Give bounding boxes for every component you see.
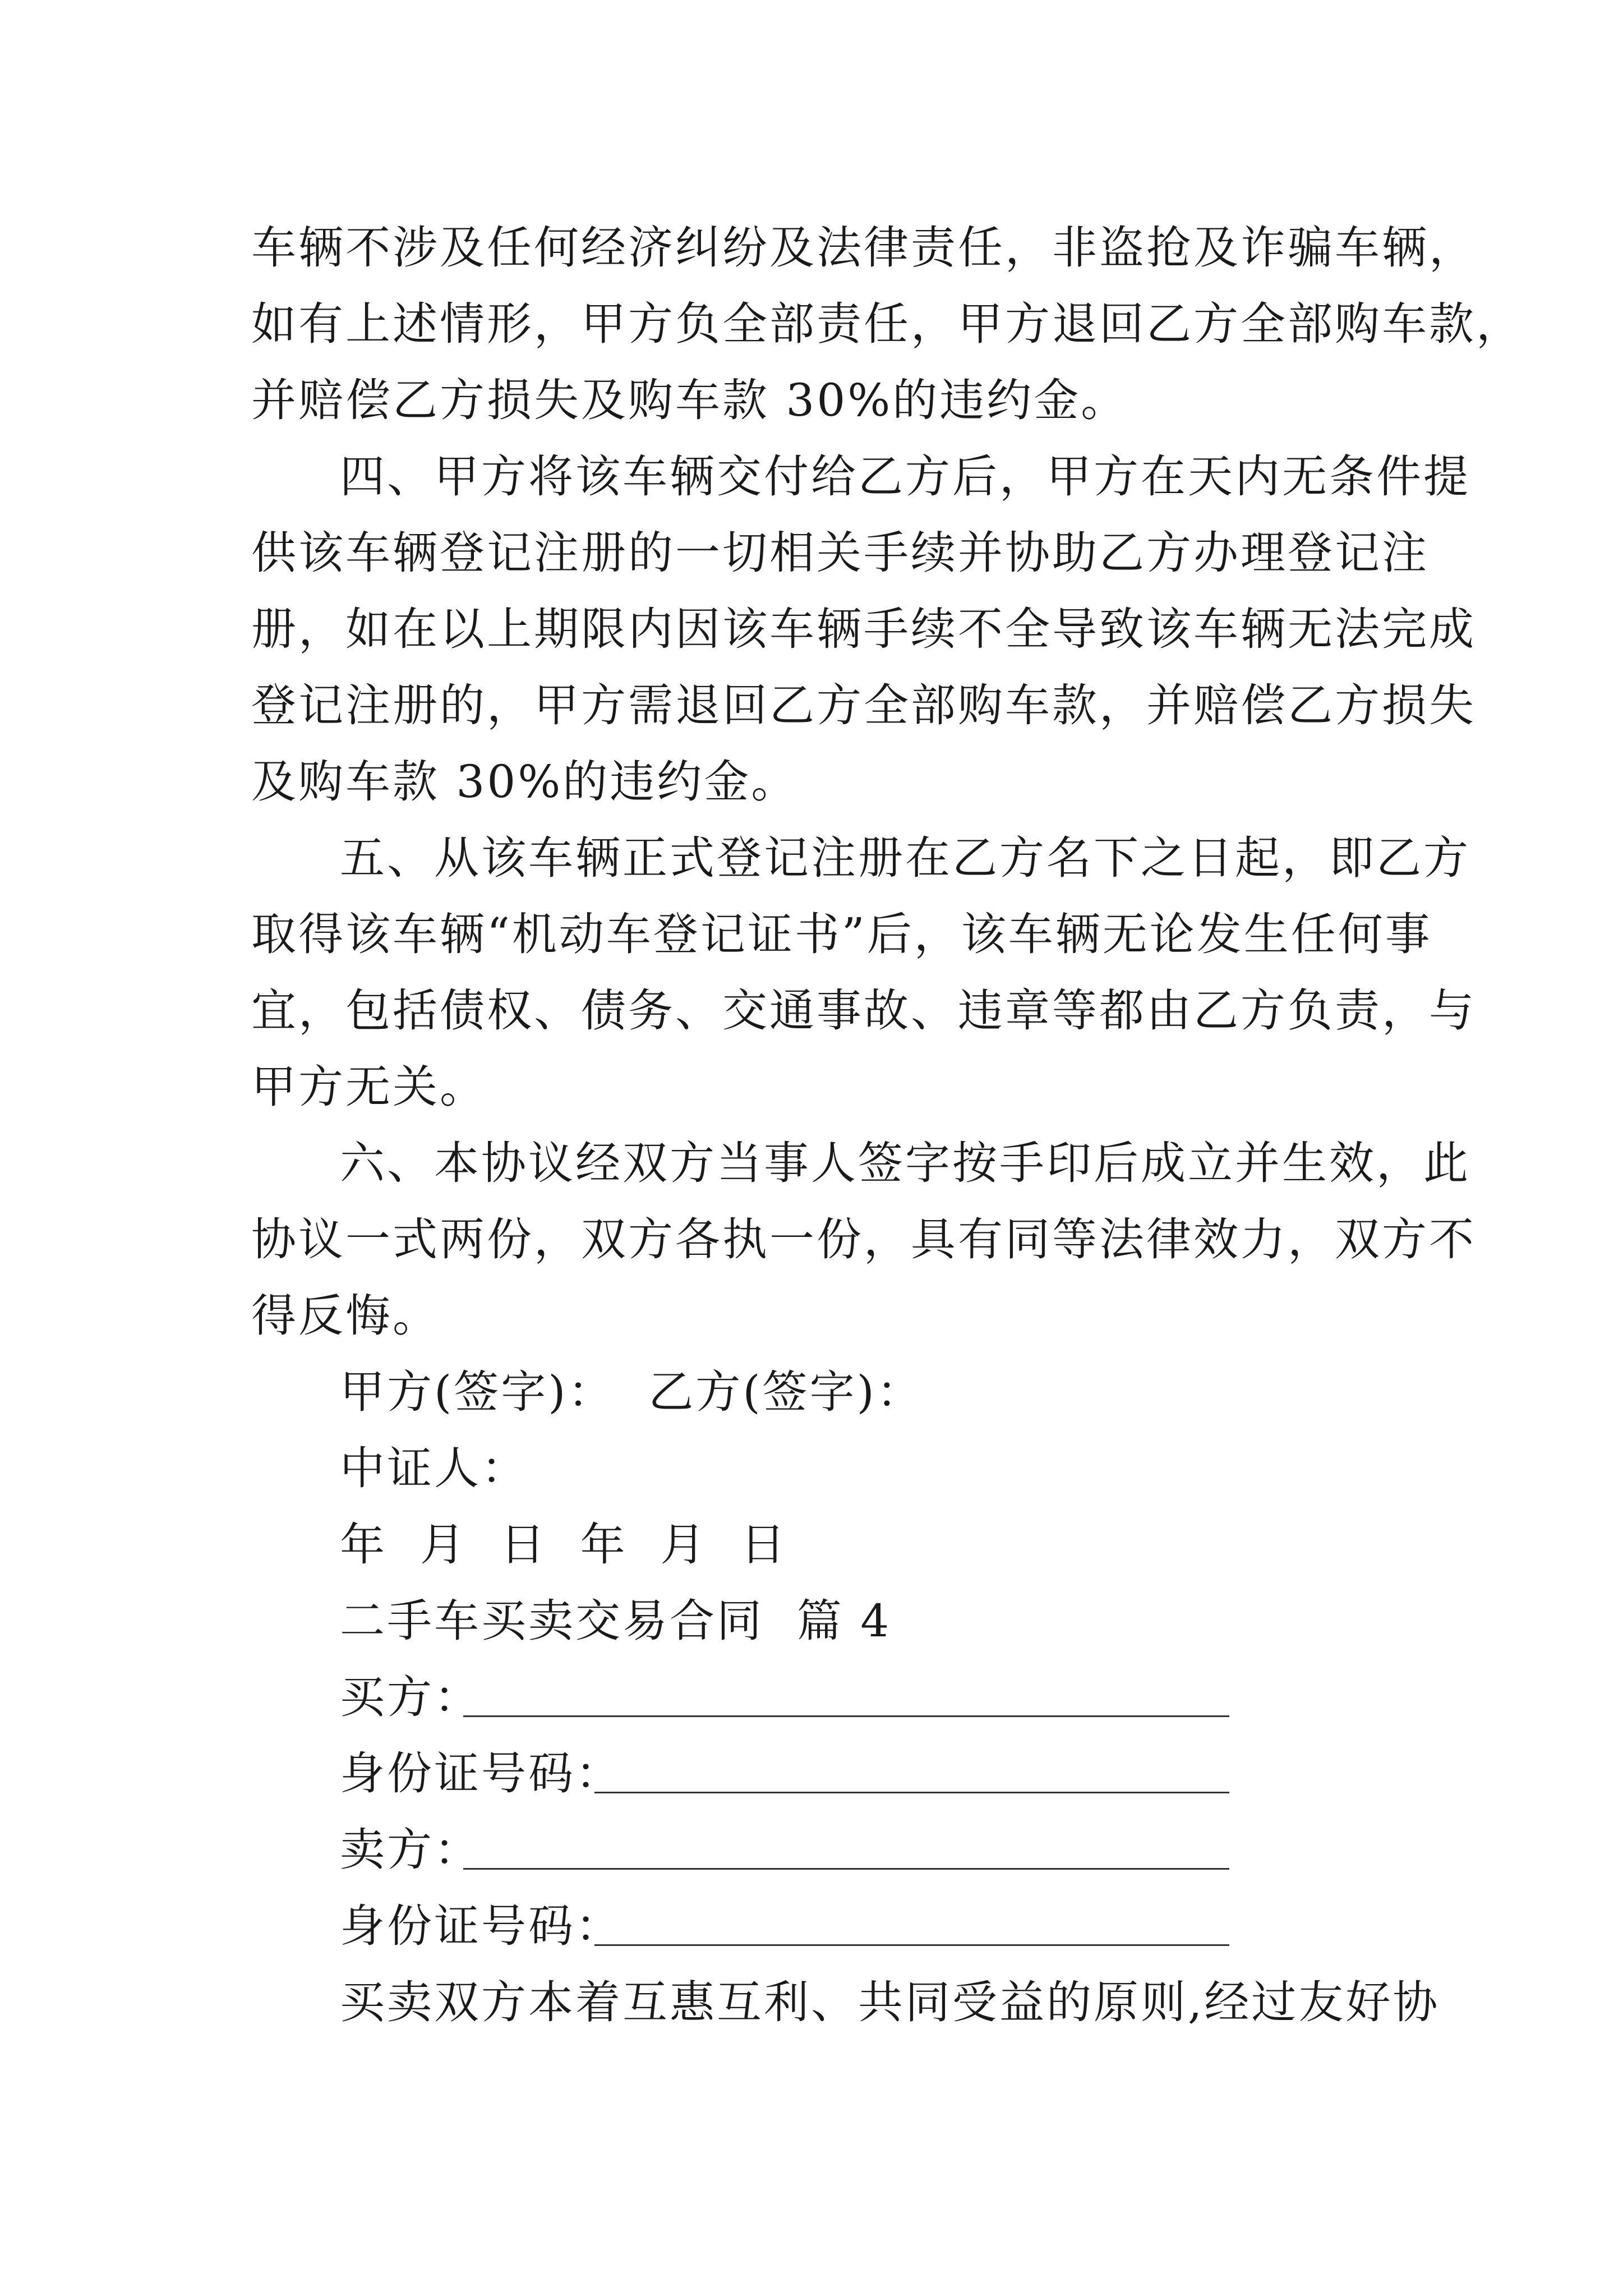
- body-line: 登记注册的，甲方需退回乙方全部购车款，并赔偿乙方损失: [251, 679, 1476, 731]
- body-line: 甲方无关。: [251, 1061, 487, 1113]
- seller-id-label: 身份证号码：: [340, 1900, 623, 1952]
- body-line: 取得该车辆“机动车登记证书”后，该车辆无论发生任何事: [251, 908, 1432, 960]
- party-b-signature-label: 乙方(签字)：: [648, 1366, 924, 1418]
- seller-field[interactable]: [463, 1868, 1229, 1870]
- body-line: 宜，包括债权、债务、交通事故、违章等都由乙方负责，与: [251, 984, 1476, 1037]
- buyer-id-field[interactable]: [594, 1792, 1229, 1793]
- section-title: 二手车买卖交易合同 篇 4: [340, 1595, 892, 1647]
- body-line: 协议一式两份，双方各执一份，具有同等法律效力，双方不: [251, 1213, 1476, 1266]
- body-line: 车辆不涉及任何经济纠纷及法律责任，非盗抢及诈骗车辆，: [251, 222, 1476, 274]
- body-line: 及购车款 30%的违约金。: [251, 756, 799, 808]
- clause-5-line: 五、从该车辆正式登记注册在乙方名下之日起，即乙方: [340, 832, 1470, 884]
- party-a-signature-label: 甲方(签字)：: [340, 1366, 615, 1418]
- signature-date: 年 月 日 年 月 日: [340, 1519, 788, 1571]
- final-line: 买卖双方本着互惠互利、共同受益的原则,经过友好协: [340, 1976, 1440, 2028]
- clause-6-line: 六、本协议经双方当事人签字按手印后成立并生效，此: [340, 1137, 1470, 1189]
- buyer-field[interactable]: [463, 1715, 1229, 1717]
- body-line: 并赔偿乙方损失及购车款 30%的违约金。: [251, 374, 1128, 426]
- buyer-id-label: 身份证号码：: [340, 1747, 623, 1800]
- buyer-label: 买方：: [340, 1671, 481, 1723]
- seller-label: 卖方：: [340, 1824, 481, 1876]
- body-line: 册，如在以上期限内因该车辆手续不全导致该车辆无法完成: [251, 603, 1476, 655]
- body-line: 供该车辆登记注册的一切相关手续并协助乙方办理登记注: [251, 527, 1429, 579]
- clause-4-line: 四、甲方将该车辆交付给乙方后，甲方在天内无条件提: [340, 450, 1470, 503]
- witness-label: 中证人：: [340, 1442, 528, 1494]
- signature-row: [340, 1364, 924, 1420]
- seller-id-field[interactable]: [594, 1944, 1229, 1946]
- body-line: 如有上述情形，甲方负全部责任，甲方退回乙方全部购车款，: [251, 298, 1523, 350]
- body-line: 得反悔。: [251, 1290, 440, 1342]
